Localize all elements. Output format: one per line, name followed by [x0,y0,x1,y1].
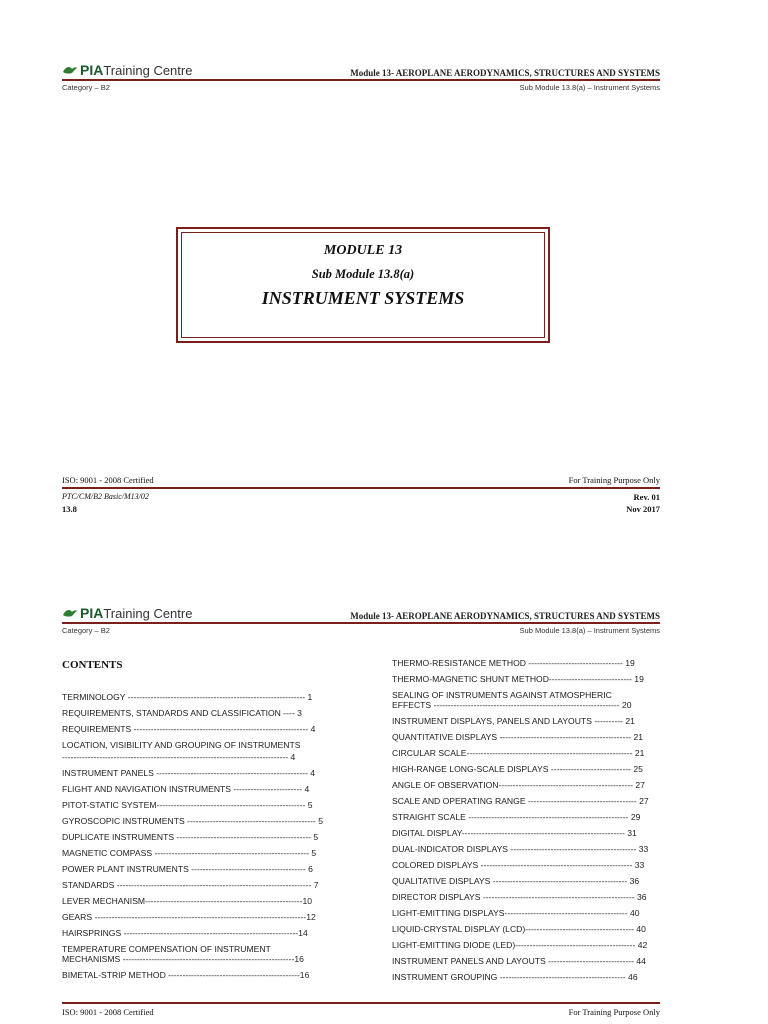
toc-entry[interactable]: LOCATION, VISIBILITY AND GROUPING OF INSTRUMENTS [62,740,301,750]
revision-date: Nov 2017 [626,504,660,514]
toc-entry[interactable]: GEARS --------------------------------------------------------------------------12 [62,912,316,922]
toc-entry[interactable]: FLIGHT AND NAVIGATION INSTRUMENTS ------------------------ 4 [62,784,310,794]
doc-code: PTC/CM/B2 Basic/M13/02 [62,492,149,501]
toc-entry[interactable]: STANDARDS -------------------------------------------------------------------- 7 [62,880,319,890]
contents-title: CONTENTS [62,659,123,671]
iso-label: ISO: 9001 - 2008 Certified [62,475,154,485]
toc-entry[interactable]: DIGITAL DISPLAY--------------------------------------------------------- 31 [392,828,637,838]
toc-entry[interactable]: QUANTITATIVE DISPLAYS ---------------------------------------------- 21 [392,732,644,742]
sub-module-label: Sub Module 13.8(a) – Instrument Systems [519,83,660,92]
title-box [176,227,550,343]
toc-entry[interactable]: PITOT-STATIC SYSTEM---------------------------------------------------- 5 [62,800,313,810]
toc-entry[interactable]: INSTRUMENT DISPLAYS, PANELS AND LAYOUTS ---------- 21 [392,716,635,726]
module-title-2: Module 13- AEROPLANE AERODYNAMICS, STRUCTURES AND SYSTEMS [350,611,660,621]
toc-entry[interactable]: CIRCULAR SCALE---------------------------------------------------------- 21 [392,748,645,758]
module-name: INSTRUMENT SYSTEMS [261,288,465,308]
toc-entry[interactable]: DUPLICATE INSTRUMENTS ----------------------------------------------- 5 [62,832,319,842]
module-number: MODULE 13 [323,243,403,258]
purpose-label: For Training Purpose Only [568,475,660,485]
toc-entry[interactable]: LEVER MECHANISM-------------------------------------------------------10 [62,896,313,906]
toc-entry[interactable]: GYROSCOPIC INSTRUMENTS --------------------------------------------- 5 [62,816,324,826]
toc-entry[interactable]: LIQUID-CRYSTAL DISPLAY (LCD)-------------------------------------- 40 [392,924,646,934]
toc-entry[interactable]: MECHANISMS ------------------------------------------------------------16 [62,954,304,964]
toc-entry[interactable]: QUALITATIVE DISPLAYS ----------------------------------------------- 36 [392,876,640,886]
header-rule [62,79,660,81]
toc-entry[interactable]: THERMO-MAGNETIC SHUNT METHOD----------------------------- 19 [392,674,644,684]
toc-entry[interactable]: POWER PLANT INSTRUMENTS ---------------------------------------- 6 [62,864,313,874]
toc-entry[interactable]: DIRECTOR DISPLAYS ----------------------------------------------------- 36 [392,892,647,902]
iso-label-2: ISO: 9001 - 2008 Certified [62,1007,154,1017]
toc-entry[interactable]: ANGLE OF OBSERVATION----------------------------------------------- 27 [392,780,645,790]
toc-entry[interactable]: LIGHT-EMITTING DIODE (LED)------------------------------------------ 42 [392,940,648,950]
toc-entry[interactable]: THERMO-RESISTANCE METHOD --------------------------------- 19 [392,658,635,668]
logo-training-centre: Training Centre [103,62,193,78]
sub-module-label-2: Sub Module 13.8(a) – Instrument Systems [519,626,660,635]
pia-bird-icon [62,607,78,619]
logo-pia: PIA [80,62,104,78]
category-label: Category – B2 [62,83,110,92]
module-title: Module 13- AEROPLANE AERODYNAMICS, STRUCTURES AND SYSTEMS [350,68,660,78]
toc-entry[interactable]: MAGNETIC COMPASS ------------------------------------------------------ 5 [62,848,317,858]
toc-entry[interactable]: ------------------------------------------------------------------------------- 4 [62,752,296,762]
toc-entry[interactable]: STRAIGHT SCALE -------------------------------------------------------- 29 [392,812,641,822]
toc-entry[interactable]: SEALING OF INSTRUMENTS AGAINST ATMOSPHERIC [392,690,612,700]
header-rule-2 [62,622,660,624]
purpose-label-2: For Training Purpose Only [568,1007,660,1017]
toc-entry[interactable]: HIGH-RANGE LONG-SCALE DISPLAYS ---------------------------- 25 [392,764,643,774]
toc-entry[interactable]: INSTRUMENT PANELS AND LAYOUTS ------------------------------ 44 [392,956,646,966]
toc-entry[interactable]: INSTRUMENT PANELS ----------------------------------------------------- 4 [62,768,316,778]
page-number: 13.8 [62,504,77,514]
toc-entry[interactable]: REQUIREMENTS, STANDARDS AND CLASSIFICATION ---- 3 [62,708,302,718]
revision: Rev. 01 [633,492,660,502]
toc-entry[interactable]: BIMETAL-STRIP METHOD ----------------------------------------------16 [62,970,310,980]
logo-pia: PIA [80,605,104,621]
toc-entry[interactable]: COLORED DISPLAYS ----------------------------------------------------- 33 [392,860,645,870]
title-box-inner [181,232,545,338]
pia-bird-icon [62,64,78,76]
toc-entry[interactable]: DUAL-INDICATOR DISPLAYS -------------------------------------------- 33 [392,844,649,854]
logo-training-centre: Training Centre [103,605,193,621]
toc-entry[interactable]: HAIRSPRINGS -------------------------------------------------------------14 [62,928,308,938]
toc-entry[interactable]: TERMINOLOGY -------------------------------------------------------------- 1 [62,692,313,702]
toc-entry[interactable]: SCALE AND OPERATING RANGE -------------------------------------- 27 [392,796,649,806]
logo-2 [62,605,192,621]
toc-entry[interactable]: REQUIREMENTS ------------------------------------------------------------- 4 [62,724,316,734]
toc-entry[interactable]: TEMPERATURE COMPENSATION OF INSTRUMENT [62,944,271,954]
logo [62,62,192,78]
footer-rule [62,487,660,489]
toc-entry[interactable]: LIGHT-EMITTING DISPLAYS------------------------------------------- 40 [392,908,640,918]
toc-entry[interactable]: EFFECTS ----------------------------------------------------------------- 20 [392,700,632,710]
sub-module-number: Sub Module 13.8(a) [311,267,415,281]
footer-rule-2 [62,1002,660,1004]
toc-entry[interactable]: INSTRUMENT GROUPING -------------------------------------------- 46 [392,972,638,982]
category-label-2: Category – B2 [62,626,110,635]
